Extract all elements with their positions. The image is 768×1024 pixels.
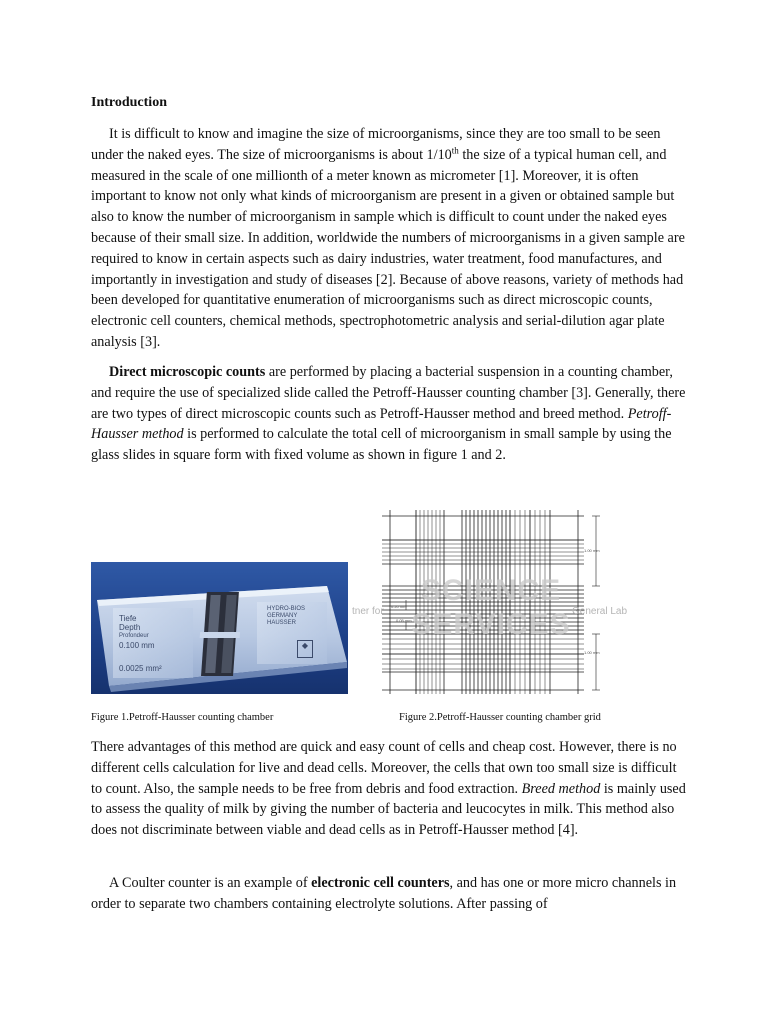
- paragraph-direct-counts: [91, 362, 687, 466]
- coulter-text-b: , and has one or more micro channels in order to separate two chambers containing electrolyte solutions. After passing of: [91, 875, 677, 912]
- dimension-label: 0.20 mm: [391, 604, 407, 609]
- figure-1-image: [91, 562, 348, 694]
- slide-label-line: HAUSSER: [267, 620, 297, 626]
- direct-counts-text-a: are performed by placing a bacterial suspension in a counting chamber, and require the use of specialized slide called the Petroff-Hausser counting chamber [3]. Generally, there are two types of direct microscopic counts such as Petroff-Hausser method and breed method.: [91, 364, 686, 422]
- watermark-sub-right: General Lab: [572, 606, 628, 617]
- dimension-label: 1.00 mm: [584, 650, 600, 655]
- figure-1-caption: Figure 1.Petroff-Hausser counting chamber: [91, 712, 274, 723]
- slide-label-right: [267, 606, 305, 627]
- paragraph-coulter: [91, 873, 687, 915]
- bold-term-direct-counts: Direct microscopic counts: [109, 364, 266, 380]
- slide-label-line: HYDRO-BIOS: [267, 606, 306, 612]
- intro-text-b: the size of a typical human cell, and measured in the scale of one millionth of a meter known as micrometer [1]. Moreover, it is often important to know not only what kinds of microorganism are present in a given or obtained sample but also to know the number of microorganism in sample which is difficult to count under the naked eyes because of their small size. In addition, worldwide the numbers of microorganisms in a given sample are required to know in certain aspects such as dairy industries, water treatment, food manufactures, and importantly in investigation and study of diseases [2]. Because of above reasons, variety of methods had been developed for quantitative enumeration of microorganisms such as direct microscopic counts, electronic cell counters, chemical methods, spectrophotometric analysis and serial-dilution agar plate analysis [3].: [91, 146, 685, 350]
- watermark-text: SCIENCE SERVICES: [411, 574, 571, 641]
- coulter-text-a: A Coulter counter is an example of: [109, 875, 312, 891]
- dimension-label: 1.00 mm: [584, 548, 600, 553]
- figure-2-caption: Figure 2.Petroff-Hausser counting chamber grid: [399, 712, 601, 723]
- paragraph-intro: [91, 124, 687, 353]
- advantages-text-b: is mainly used to assess the quality of milk by giving the number of bacteria and leucocytes in milk. This method also does not discriminate between viable and dead cells as in Petroff-Hausser method [4].: [91, 780, 686, 839]
- dimension-label: 0.05 mm: [396, 618, 412, 623]
- bold-term-electronic-counters: electronic cell counters: [311, 875, 450, 891]
- superscript-th: th: [451, 145, 459, 156]
- slide-label-line: GERMANY: [267, 613, 298, 619]
- figure-2-image: [350, 504, 632, 698]
- manufacturer-logo-icon: ◆: [297, 640, 313, 658]
- slide-label-line: Tiefe: [119, 614, 137, 623]
- italic-term-petroff: Petroff-Hausser method: [91, 405, 672, 443]
- advantages-text-a: There advantages of this method are quick and easy count of cells and cheap cost. However, there is no different cells calculation for live and dead cells. Moreover, the cells that own too small size is difficult to count. Also, the sample needs to be free from debris and food extraction.: [91, 739, 677, 797]
- slide-label-line: 0.100 mm: [119, 641, 155, 650]
- slide-label-line: Profondeur: [119, 633, 149, 639]
- section-heading: Introduction: [91, 95, 167, 110]
- italic-term-breed: Breed method: [521, 780, 601, 797]
- direct-counts-text-b: is performed to calculate the total cell of microorganism in small sample by using the glass slides in square form with fixed volume as shown in figure 1 and 2.: [91, 426, 672, 464]
- watermark-sub-left: tner for: [352, 606, 384, 617]
- slide-label-line: 0.0025 mm²: [119, 664, 162, 673]
- intro-text-a: It is difficult to know and imagine the size of microorganisms, since they are too small to be seen under the naked eyes. The size of microorganisms is about 1/10: [91, 126, 661, 163]
- slide-label-left: [119, 614, 162, 673]
- paragraph-advantages: [91, 737, 687, 841]
- slide-label-line: Depth: [119, 623, 141, 632]
